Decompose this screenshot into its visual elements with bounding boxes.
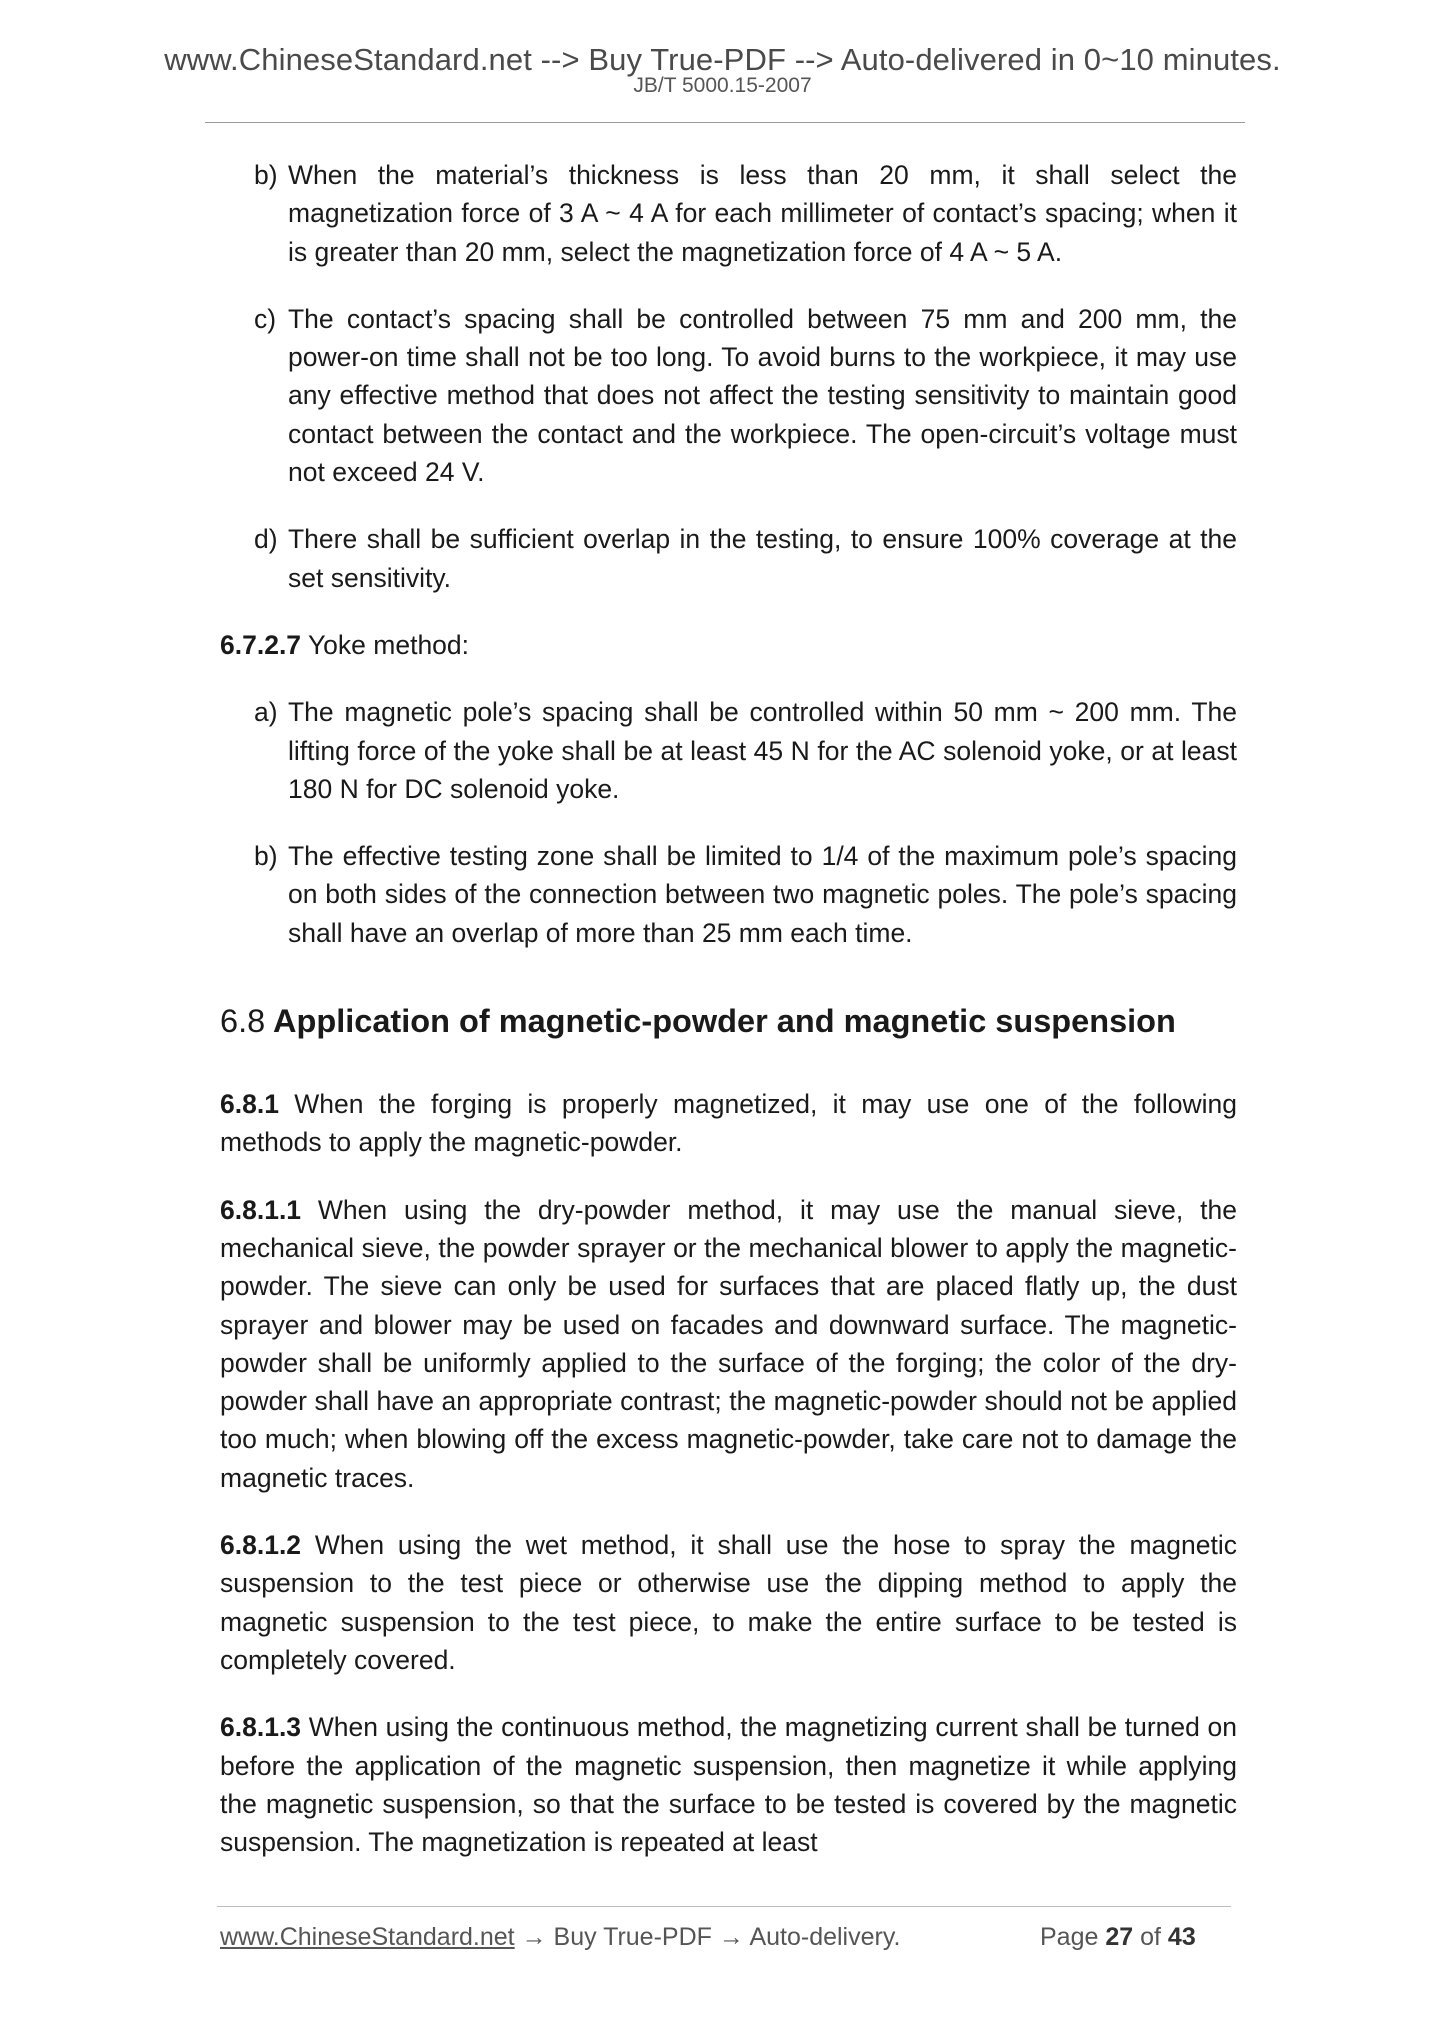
page-content	[220, 156, 1237, 1890]
clause-number: 6.8.1	[220, 1089, 279, 1120]
clause-number: 6.8.1.2	[220, 1530, 302, 1561]
footer-divider	[217, 1906, 1231, 1907]
site-banner: www.ChineseStandard.net --> Buy True-PDF --> Auto-delivered in 0~10 minutes.	[164, 42, 1281, 77]
item-label: b)	[254, 841, 278, 872]
item-label: a)	[254, 697, 278, 728]
of-word: of	[1140, 1923, 1161, 1951]
item-label: d)	[254, 524, 278, 555]
clause-text: Yoke method:	[307, 629, 470, 660]
clause-text: When using the continuous method, the magnetizing current shall be turned on before the application of the magnetic suspension, then magnetize it while applying the magnetic suspension, so that the surface to be tested is covered by the magnetic suspension. The magnetization is repeated at least	[220, 1712, 1237, 1858]
auto-delivery-text: Auto-delivery.	[749, 1923, 901, 1951]
clause-number: 6.7.2.7	[220, 629, 302, 660]
clause-text: When using the wet method, it shall use the hose to spray the magnetic suspension to the test piece or otherwise use the dipping method to apply the magnetic suspension to the test piece, to make the entire surface to be tested is completely covered.	[220, 1530, 1237, 1675]
clause-number: 6.8.1.3	[220, 1712, 302, 1743]
clause-text: When the forging is properly magnetized, it may use one of the following methods to apply the magnetic-powder.	[220, 1089, 1237, 1158]
section-number: 6.8	[220, 1003, 266, 1040]
clause-text: When using the dry-powder method, it may use the manual sieve, the mechanical sieve, the powder sprayer or the mechanical blower to apply the magnetic-powder. The sieve can only be used for surfaces that are placed flatly up, the dust sprayer and blower may be used on facades and downward surface. The magnetic-powder shall be uniformly applied to the surface of the forging; the color of the dry-powder shall have an appropriate contrast; the magnetic-powder should not be applied too much; when blowing off the excess magnetic-powder, take care not to damage the magnetic traces.	[220, 1194, 1237, 1493]
buy-text: Buy True-PDF	[553, 1923, 712, 1951]
item-label: c)	[254, 303, 277, 334]
clause-number: 6.8.1.1	[220, 1194, 302, 1225]
item-text: The effective testing zone shall be limited to 1/4 of the maximum pole’s spacing on both sides of the connection between two magnetic poles. The pole’s spacing shall have an overlap of more than 25 mm each time.	[288, 841, 1237, 948]
page-total: 43	[1167, 1923, 1196, 1951]
item-text: There shall be sufficient overlap in the testing, to ensure 100% coverage at the set sensitivity.	[288, 524, 1237, 593]
page-current: 27	[1105, 1923, 1134, 1951]
item-text: The magnetic pole’s spacing shall be controlled within 50 mm ~ 200 mm. The lifting force of the yoke shall be at least 45 N for the AC solenoid yoke, or at least 180 N for DC solenoid yoke.	[288, 697, 1237, 804]
header-divider	[205, 122, 1245, 123]
clause-6-8-1-3	[220, 1708, 1237, 1861]
clause-6-8-1-2	[220, 1526, 1237, 1679]
page-word: Page	[1040, 1923, 1099, 1951]
list-item	[254, 520, 1237, 597]
arrow-icon: →	[521, 1923, 547, 1951]
list-item	[254, 693, 1237, 808]
item-label: b)	[254, 160, 278, 190]
list-item	[254, 300, 1237, 491]
site-link[interactable]: www.ChineseStandard.net	[220, 1923, 515, 1951]
clause-6-7-2-7	[220, 626, 1237, 664]
arrow-icon: →	[718, 1923, 744, 1951]
section-heading	[220, 1001, 1237, 1041]
document-number: JB/T 5000.15-2007	[633, 74, 812, 97]
footer-promo	[220, 1923, 900, 1952]
item-text: When the material’s thickness is less than 20 mm, it shall select the magnetization force of 3 A ~ 4 A for each millimeter of contact’s spacing; when it is greater than 20 mm, select the magnetization force of 4 A ~ 5 A.	[288, 160, 1237, 267]
list-item	[254, 837, 1237, 952]
item-text: The contact’s spacing shall be controlled between 75 mm and 200 mm, the power-on time shall not be too long. To avoid burns to the workpiece, it may use any effective method that does not affect the testing sensitivity to maintain good contact between the contact and the workpiece. The open-circuit’s voltage must not exceed 24 V.	[288, 303, 1237, 488]
list-item	[254, 156, 1237, 271]
page-indicator	[1040, 1923, 1196, 1952]
clause-6-8-1-1	[220, 1191, 1237, 1497]
clause-6-8-1	[220, 1085, 1237, 1162]
section-title: Application of magnetic-powder and magnetic suspension	[273, 1003, 1176, 1040]
